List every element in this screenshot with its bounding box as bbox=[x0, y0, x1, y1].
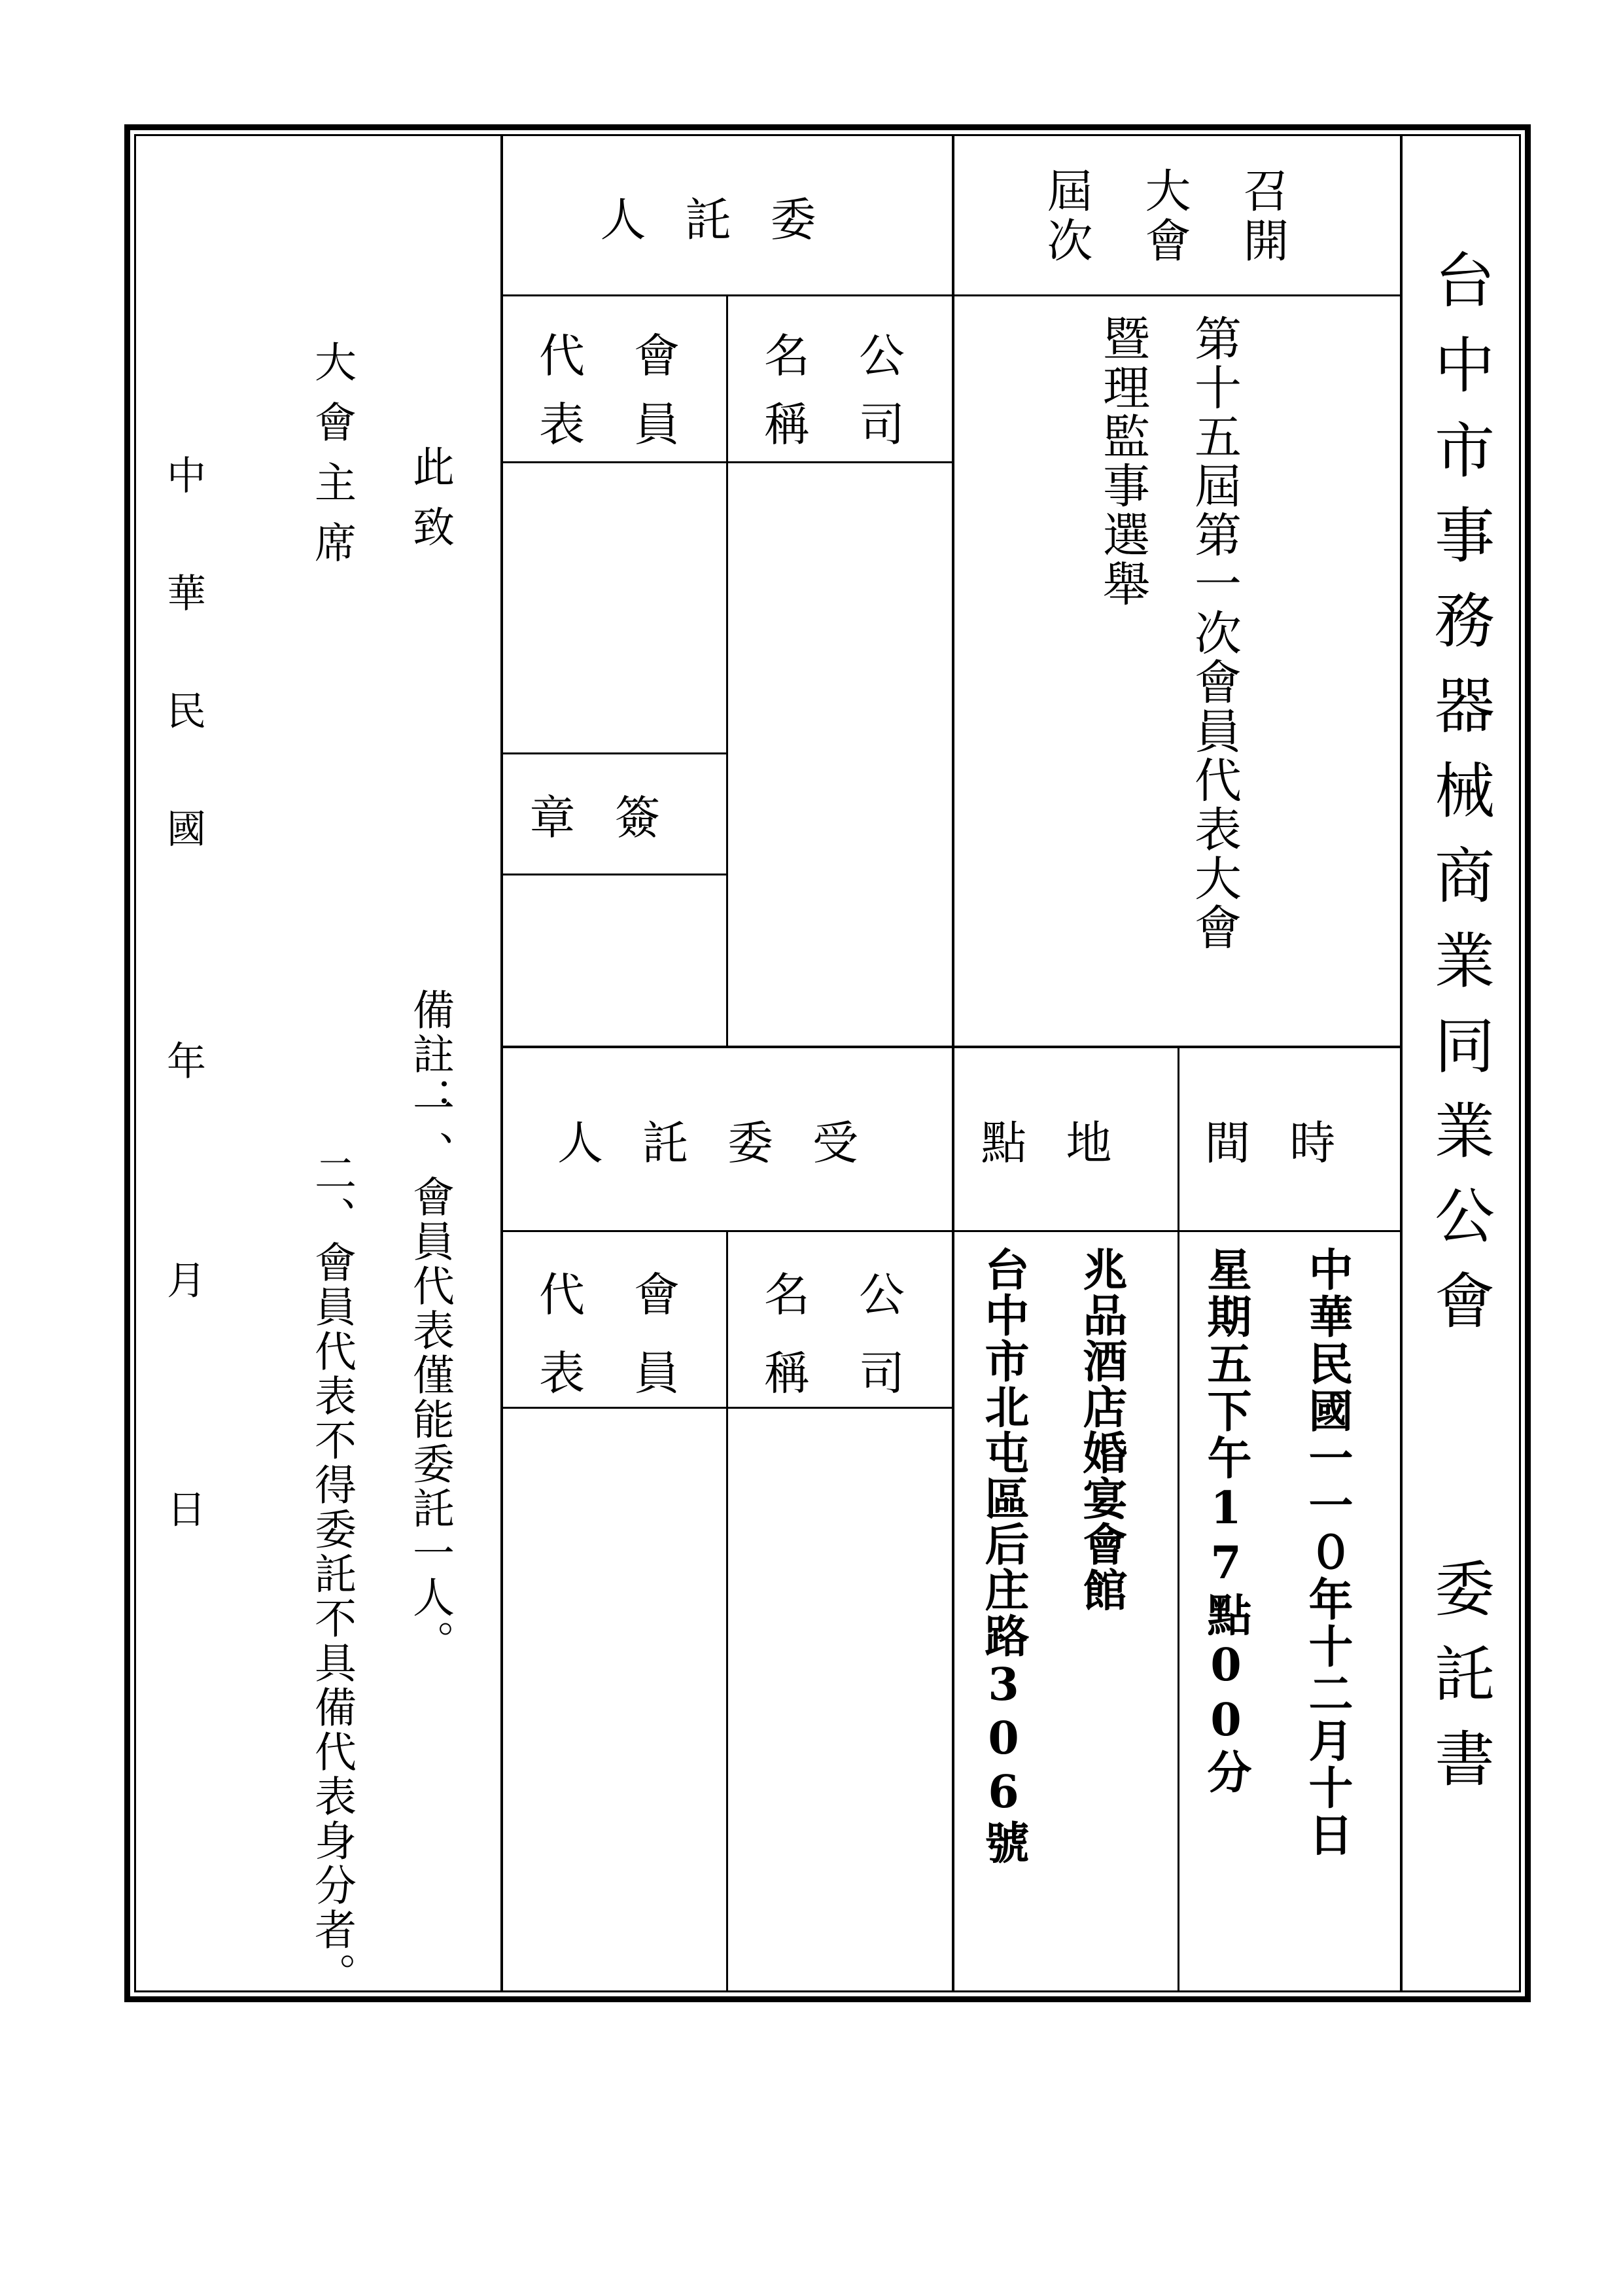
meeting-date: 中華民國一一０年十二月十日 bbox=[1301, 1246, 1353, 1859]
principal-label bbox=[504, 137, 952, 294]
notes-label: 備註： bbox=[406, 988, 454, 1122]
place-label bbox=[954, 1048, 1178, 1230]
signature-label bbox=[503, 754, 726, 874]
agent-company-char-4: 稱 bbox=[764, 1347, 810, 1400]
agent-member-rep-field[interactable] bbox=[503, 1409, 726, 1991]
time-label bbox=[1179, 1048, 1400, 1230]
principal-company-name-label bbox=[728, 296, 952, 461]
principal-company-name-field[interactable] bbox=[728, 463, 952, 1046]
signature-label-text: 簽章 bbox=[529, 790, 700, 845]
meeting-name: 第十五屆第一次會員代表大會 bbox=[1187, 314, 1242, 952]
note-2: 二、會員代表不得委託不具備代表身分者。 bbox=[307, 1152, 356, 1997]
agent-label bbox=[503, 1048, 952, 1230]
signature-field[interactable] bbox=[503, 875, 726, 1046]
place-label-text: 地點 bbox=[981, 1116, 1151, 1170]
salutation: 此致 bbox=[406, 445, 454, 565]
company-char-3: 名 bbox=[764, 329, 810, 383]
agent-company-char-3: 名 bbox=[764, 1268, 810, 1322]
time-label-text: 時間 bbox=[1204, 1116, 1375, 1170]
agent-rep-char-1: 會 bbox=[634, 1268, 680, 1322]
date-char-guo: 國 bbox=[167, 807, 206, 853]
agent-rep-char-2: 員 bbox=[634, 1347, 680, 1400]
form-title: 台中市事務器械商業同業公會 bbox=[1425, 249, 1495, 1354]
date-char-min: 民 bbox=[167, 689, 206, 735]
agent-company-char-1: 公 bbox=[859, 1268, 905, 1322]
agent-rep-char-3: 代 bbox=[539, 1268, 585, 1322]
divider-v-title bbox=[1400, 134, 1403, 1992]
agent-member-rep-label bbox=[503, 1232, 726, 1407]
meeting-label-convene: 召開 bbox=[1236, 167, 1289, 266]
agent-label-text: 受委託人 bbox=[557, 1116, 898, 1170]
doc-type: 委託書 bbox=[1425, 1557, 1495, 1812]
meeting-weekday-time: 星期五下午17點00分 bbox=[1200, 1246, 1252, 1796]
date-char-day: 日 bbox=[167, 1487, 206, 1533]
company-char-2: 司 bbox=[859, 398, 905, 451]
meeting-label-session: 屆次 bbox=[1039, 167, 1093, 266]
venue-name: 兆品酒店婚宴會館 bbox=[1075, 1246, 1128, 1613]
principal-member-rep-field[interactable] bbox=[503, 463, 726, 752]
note-1: 一、會員代表僅能委託一人。 bbox=[406, 1086, 454, 1665]
agent-company-char-2: 司 bbox=[859, 1347, 905, 1400]
rep-char-2: 員 bbox=[634, 398, 680, 451]
date-row bbox=[167, 445, 226, 1557]
agent-rep-char-4: 表 bbox=[539, 1347, 585, 1400]
date-char-month: 月 bbox=[167, 1258, 206, 1304]
date-char-year: 年 bbox=[167, 1039, 206, 1085]
company-char-4: 稱 bbox=[764, 398, 810, 451]
date-char-hua: 華 bbox=[167, 571, 206, 617]
rep-char-3: 代 bbox=[539, 329, 585, 383]
date-char-zhong: 中 bbox=[167, 453, 206, 499]
agent-company-name-label bbox=[728, 1232, 952, 1407]
addressee: 大會主席 bbox=[307, 340, 356, 581]
company-char-1: 公 bbox=[859, 329, 905, 383]
meeting-name-line2: 暨理監事選舉 bbox=[1095, 314, 1150, 609]
principal-label-text: 委託人 bbox=[600, 192, 856, 247]
rep-char-1: 會 bbox=[634, 329, 680, 383]
rep-char-4: 表 bbox=[539, 398, 585, 451]
meeting-label-assembly: 大會 bbox=[1138, 167, 1191, 266]
venue-address: 台中市北屯區后庄路306號 bbox=[977, 1246, 1030, 1865]
principal-member-rep-label bbox=[503, 296, 726, 461]
agent-company-name-field[interactable] bbox=[728, 1409, 952, 1991]
